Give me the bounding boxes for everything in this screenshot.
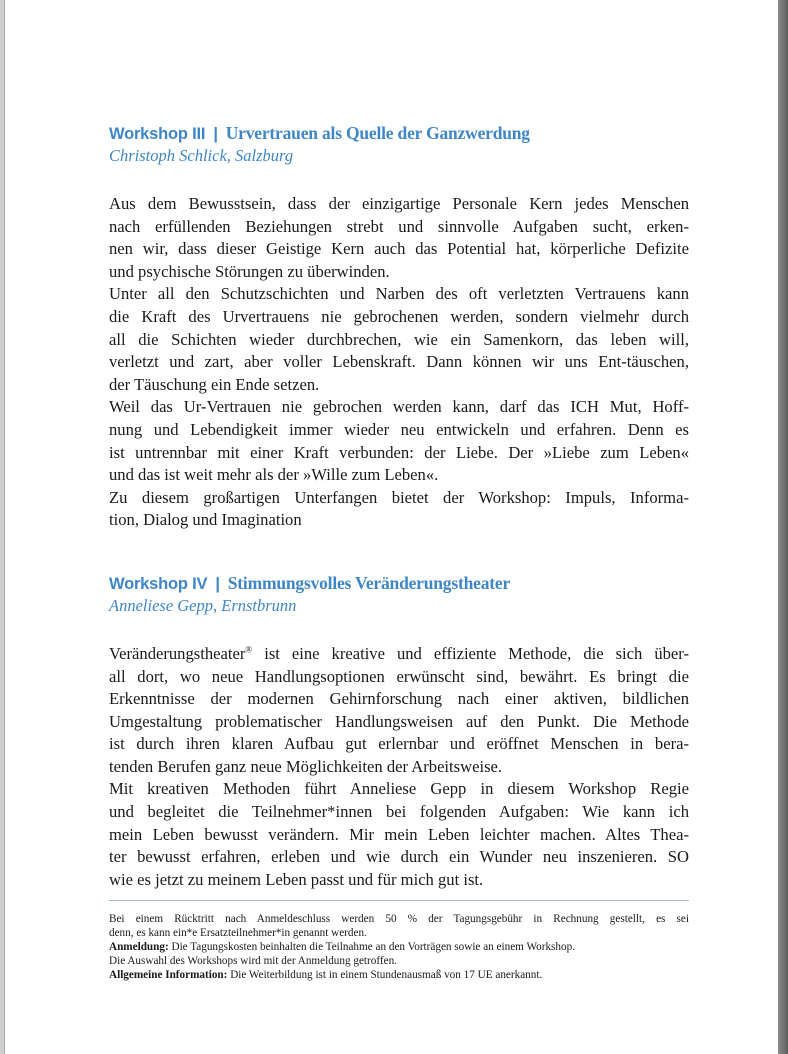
- body-line: ter bewusst erfahren, erleben und wie durch ein Wunder neu inszenieren. SO: [109, 847, 689, 867]
- registered-mark: ®: [245, 644, 253, 655]
- registration-text: Die Tagungskosten beinhalten die Teilnahme an den Vorträgen sowie an einem Workshop.: [168, 941, 575, 953]
- registration-label: Anmeldung:: [109, 941, 169, 953]
- body-line: [109, 643, 689, 666]
- footer-divider: [109, 900, 689, 901]
- body-line: all dort, wo neue Handlungsoptionen erwünscht sind, bewährt. Es bringt die: [109, 666, 689, 686]
- workshop-3-title: Urvertrauen als Quelle der Ganzwerdung: [225, 123, 530, 143]
- body-line-rest: ist eine kreative und effiziente Methode, die sich über-: [252, 643, 689, 663]
- body-line: Erkenntnisse der modernen Gehirnforschung nach einer aktiven, bildlichen: [109, 689, 689, 709]
- body-line: nung und Lebendigkeit immer wieder neu entwickeln und erfahren. Denn es: [109, 419, 689, 439]
- registration-note: [109, 940, 689, 954]
- body-line: nen wir, dass dieser Geistige Kern auch das Potential hat, körperliche Defizite: [109, 239, 689, 259]
- body-line: Mit kreativen Methoden führt Anneliese Gepp in diesem Workshop Regie: [109, 779, 689, 799]
- body-line: und das ist weit mehr als der »Wille zum Leben«.: [109, 465, 439, 485]
- trademark-term: Veränderungstheater: [109, 643, 246, 663]
- general-info-text: Die Weiterbildung ist in einem Stundenausmaß von 17 UE anerkannt.: [227, 969, 543, 981]
- body-line: Aus dem Bewusstsein, dass der einzigartige Personale Kern jedes Menschen: [109, 194, 689, 213]
- body-line: Unter all den Schutzschichten und Narben des oft verletzten Vertrauens kann: [109, 284, 689, 304]
- body-line: ist untrennbar mit einer Kraft verbunden: der Liebe. Der »Liebe zum Leben«: [109, 442, 689, 462]
- body-line: mein Leben bewusst verändern. Mir mein Leben leichter machen. Altes Thea-: [109, 824, 689, 844]
- heading-separator: |: [215, 574, 220, 593]
- workshop-4-heading: [109, 572, 689, 595]
- workshop-4-body: [109, 643, 689, 892]
- workshop-4-author: Anneliese Gepp, Ernstbrunn: [109, 595, 297, 615]
- cancellation-note-cont: denn, es kann ein*e Ersatzteilnehmer*in genannt werden.: [109, 927, 367, 939]
- general-info-note: [109, 968, 689, 982]
- body-line: tion, Dialog und Imagination: [109, 510, 302, 530]
- body-line: Umgestaltung problematischer Handlungsweisen auf den Punkt. Die Methode: [109, 711, 689, 731]
- workshop-3-heading: [109, 122, 689, 145]
- body-line: nach erfüllenden Beziehungen strebt und sinnvolle Aufgaben sucht, erken-: [109, 216, 689, 236]
- window-left-edge: [0, 0, 5, 1054]
- body-line: tenden Berufen ganz neue Möglichkeiten der Arbeitsweise.: [109, 756, 503, 776]
- workshop-3-label: Workshop III: [109, 125, 206, 143]
- body-line: der Täuschung ein Ende setzen.: [109, 374, 320, 394]
- body-line: verletzt und zart, aber voller Lebenskraft. Dann können wir uns Ent-täuschen,: [109, 352, 689, 372]
- heading-separator: |: [213, 125, 218, 143]
- workshop-4-label: Workshop IV: [109, 574, 208, 593]
- workshop-4-title: Stimmungsvolles Veränderungstheater: [227, 572, 511, 593]
- cancellation-note: Bei einem Rücktritt nach Anmeldeschluss werden 50 % der Tagungsgebühr in Rechnung gestellt, es sei: [109, 913, 689, 925]
- window-right-edge: [778, 0, 788, 1054]
- workshop-3-section: [109, 122, 689, 532]
- body-line: und psychische Störungen zu überwinden.: [109, 261, 390, 281]
- body-line: wie es jetzt zu meinem Leben passt und für mich gut ist.: [109, 869, 484, 889]
- general-info-label: Allgemeine Information:: [109, 969, 228, 981]
- body-line: ist durch ihren klaren Aufbau gut erlernbar und eröffnet Menschen in bera-: [109, 734, 689, 754]
- footer-notes: [109, 912, 689, 982]
- body-line: Zu diesem großartigen Unterfangen bietet der Workshop: Impuls, Informa-: [109, 487, 689, 507]
- document-page: [109, 122, 689, 891]
- body-line: die Kraft des Urvertrauens nie gebrochenen werden, sondern vielmehr durch: [109, 306, 689, 326]
- body-line: Weil das Ur-Vertrauen nie gebrochen werden kann, darf das ICH Mut, Hoff-: [109, 397, 689, 417]
- workshop-3-author: Christoph Schlick, Salzburg: [109, 146, 294, 165]
- body-line: all die Schichten wieder durchbrechen, wie ein Samenkorn, das leben will,: [109, 329, 689, 349]
- body-line: und begleitet die Teilnehmer*innen bei folgenden Aufgaben: Wie kann ich: [109, 802, 689, 822]
- registration-note-cont: Die Auswahl des Workshops wird mit der Anmeldung getroffen.: [109, 955, 397, 967]
- workshop-4-section: [109, 572, 689, 892]
- workshop-3-body: [109, 193, 689, 532]
